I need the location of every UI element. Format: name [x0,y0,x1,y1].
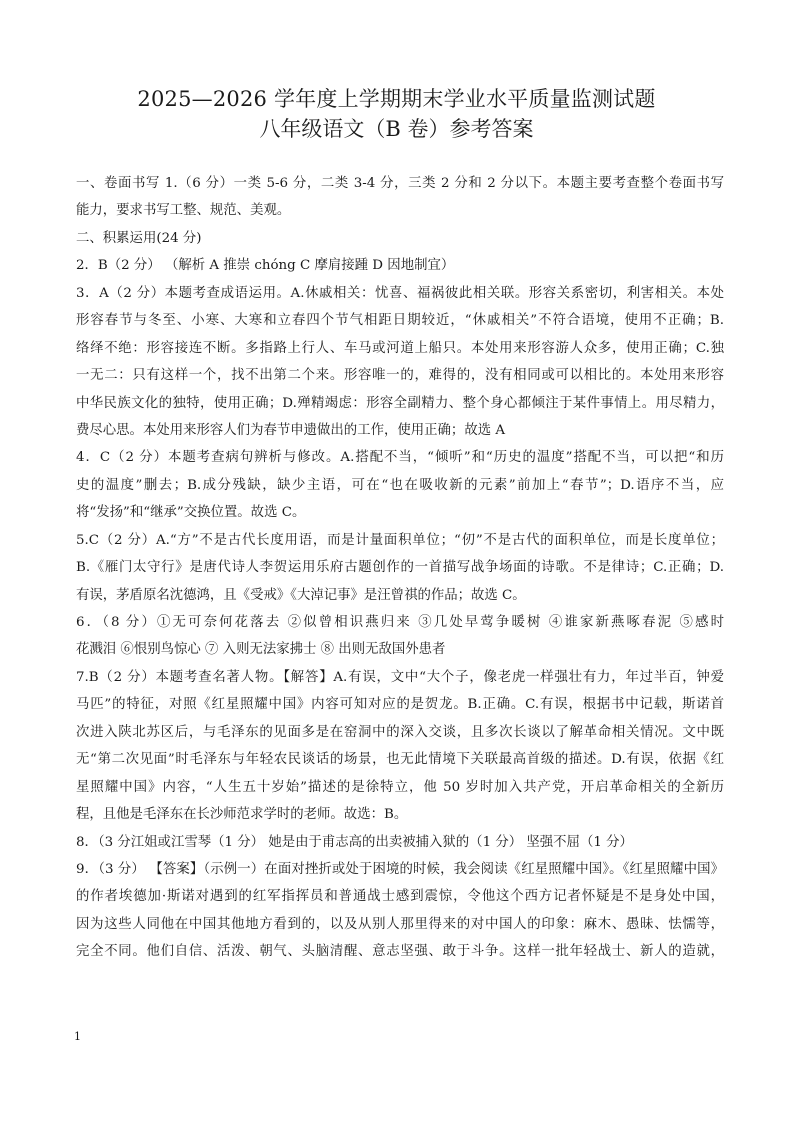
text-line: 无“第二次见面”时毛泽东与年轻农民谈话的场景，也无此情境下关联最高首级的描述。D.有误，依据《红 [76,752,724,768]
text-line: 马匹”的特征，对照《红星照耀中国》内容可知对应的是贺龙。B.正确。C.有误，根据书中记载，斯诺首 [76,697,724,713]
text-line: 中华民族文化的独特，使用正确；D.殚精竭虑：形容全副精力、整个身心都倾注于某件事情上。用尽精力， [76,395,724,411]
text-line: 9．（3 分） 【答案】（示例一）在面对挫折或处于困境的时候，我会阅读《红星照耀中国》。《红星照耀中国》 [76,861,724,877]
text-line: 5.C（2 分）A.“方”不是古代长度用语，而是计量面积单位；“仞”不是古代的面积单位，而是长度单位； [76,532,724,548]
text-line: 史的温度”删去；B.成分残缺，缺少主语，可在“也在吸收新的元素”前加上“春节”；D.语序不当，应 [76,477,724,493]
document-title: 2025—2026 学年度上学期期末学业水平质量监测试题 [137,87,656,111]
text-line: 有误，茅盾原名沈德鸿，且《受戒》《大淖记事》是汪曾祺的作品；故选 C。 [76,587,526,603]
answer-body [76,170,724,966]
text-line: 因为这些人同他在中国其他地方看到的，以及从别人那里得来的对中国人的印象：麻木、愚昧、怯懦等， [76,916,724,932]
text-line: 次进入陕北苏区后，与毛泽东的见面多是在窑洞中的深入交谈，且多次长谈以了解革命相关情况。文中既 [76,724,724,740]
text-line: 络绎不绝：形容接连不断。多指路上行人、车马或河道上船只。本处用来形容游人众多，使用正确；C.独 [76,340,724,356]
text-line: 4．C（2 分）本题考查病句辨析与修改。A.搭配不当，“倾听”和“历史的温度”搭配不当，可以把“和历 [76,450,724,466]
text-line: 形容春节与冬至、小寒、大寒和立春四个节气相距日期较近，“休戚相关”不符合语境，使用不正确；B. [76,313,724,329]
text-line: 费尽心思。本处用来形容人们为春节申遗做出的工作，使用正确；故选 A [76,422,506,438]
text-line: 将“发扬”和“继承”交换位置。故选 C。 [76,505,306,521]
text-line: 6．（8 分）①无可奈何花落去 ②似曾相识燕归来 ③几处早莺争暖树 ④谁家新燕啄春泥 ⑤感时 [76,615,724,630]
text-line: 8．（3 分江姐或江雪琴（1 分） 她是由于甫志高的出卖被捕入狱的（1 分） 坚强不屈（1 分） [76,834,633,850]
text-line: 一、卷面书写 1.（6 分）一类 5-6 分，二类 3-4 分，三类 2 分和 2 分以下。本题主要考查整个卷面书写 [76,176,724,191]
text-line: 7.B（2 分）本题考查名著人物。【解答】A.有误，文中“大个子，像老虎一样强壮有力，年过半百，钟爱 [76,669,724,685]
section-heading: 二、积累运用(24 分) [76,230,202,246]
text-line: 星照耀中国》内容，“人生五十岁始”描述的是徐特立，他 50 岁时加入共产党，开启革命相关的全新历 [76,779,724,795]
text-line: 一无二：只有这样一个，找不出第二个来。形容唯一的，难得的，没有相同或可以相比的。本处用来形容 [76,368,724,384]
text-line: 完全不同。他们自信、活泼、朝气、头脑清醒、意志坚强、敢于斗争。这样一批年轻战士、新人的造就， [76,944,724,960]
text-line: 能力，要求书写工整、规范、美观。 [76,203,291,219]
text-line: B.《雁门太守行》是唐代诗人李贺运用乐府古题创作的一首描写战争场面的诗歌。不是律诗；C.正确；D. [76,560,724,576]
document-subtitle: 八年级语文（B 卷）参考答案 [259,117,534,141]
text-line: 的作者埃德加·斯诺对遇到的红军指挥员和普通战士感到震惊，令他这个西方记者怀疑是不是身处中国， [76,889,724,905]
text-line: 花溅泪 ⑥恨别鸟惊心 ⑦ 入则无法家拂士 ⑧ 出则无敌国外患者 [76,642,446,658]
text-line: 程，且他是毛泽东在长沙师范求学时的老师。故选：B。 [76,807,408,823]
page-number: 1 [74,1030,81,1043]
text-line: 2．B（2 分） （解析 A 推崇 chóng C 摩肩接踵 D 因地制宜） [76,258,455,274]
text-line: 3．A（2 分）本题考查成语运用。A.休戚相关：忧喜、福祸彼此相关联。形容关系密切，利害相关。本处 [76,285,724,301]
